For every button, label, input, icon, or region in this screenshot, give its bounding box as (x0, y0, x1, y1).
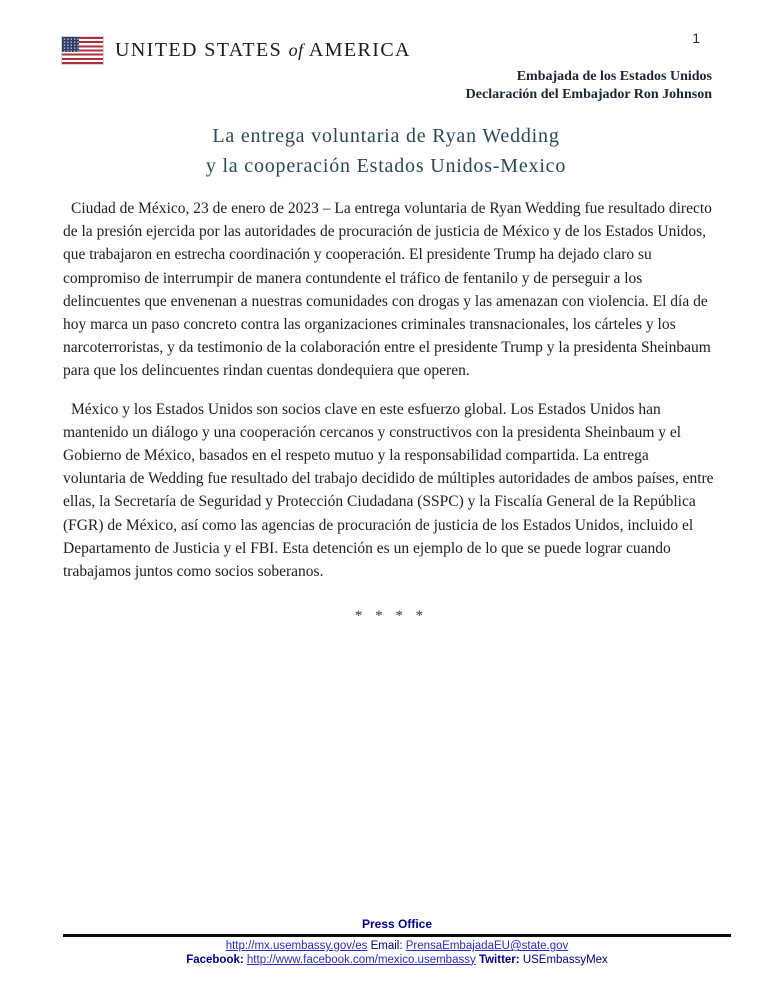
footer-rule (63, 934, 731, 937)
title-line-2: y la cooperación Estados Unidos-Mexico (205, 155, 567, 177)
email-label: Email: (370, 940, 403, 952)
page-number: 1 (692, 30, 700, 46)
masthead (62, 37, 411, 64)
statement-byline: Declaración del Embajador Ron Johnson (465, 86, 712, 102)
embassy-name: Embajada de los Estados Unidos (516, 69, 712, 84)
flag-canton (62, 37, 79, 52)
page-footer (63, 917, 731, 967)
brand-america: AMERICA (308, 39, 411, 61)
paragraph-1: Ciudad de México, 23 de enero de 2023 – La entrega voluntaria de Ryan Wedding fue resultado directo de la presión ejercida por las autoridades de procuración de justicia de México y de los Estados Unidos, que trabajaron en estrecha coordinación y cooperación. El presidente Trump ha dejado claro su compromiso de interrumpir de manera contundente el tráfico de fentanilo y de perseguir a los delincuentes que envenenan a nuestras comunidades con drogas y las amenazan con violencia. El día de hoy marca un paso concreto contra las organizaciones criminales transnacionales, los cárteles y los narcoterroristas, y da testimonio de la colaboración entre el presidente Trump y la presidenta Sheinbaum para que los delincuentes rindan cuentas dondequiera que operen. (63, 200, 712, 380)
footer-social-line (63, 954, 731, 968)
twitter-handle: USEmbassyMex (522, 953, 608, 966)
us-flag-icon (62, 37, 103, 64)
brand-united: UNITED STATES (115, 39, 283, 61)
twitter-label: Twitter: (478, 953, 520, 966)
brand-of: of (288, 40, 304, 60)
embassy-website-link[interactable]: http://mx.usembassy.gov/es (225, 940, 368, 952)
title-line-1: La entrega voluntaria de Ryan Wedding (212, 125, 560, 147)
document-title (0, 121, 772, 181)
footer-contact-line (63, 940, 731, 954)
asterisk-separator: * * * * (354, 608, 424, 625)
facebook-label: Facebook: (186, 953, 244, 966)
document-body (63, 197, 715, 628)
press-email-link[interactable]: PrensaEmbajadaEU@state.gov (405, 940, 569, 952)
facebook-link[interactable]: http://www.facebook.com/mexico.usembassy (246, 953, 476, 966)
brand-wordmark (115, 39, 411, 62)
press-office-label: Press Office (361, 917, 433, 931)
paragraph-2: México y los Estados Unidos son socios clave en este esfuerzo global. Los Estados Unidos han mantenido un diálogo y una cooperación cercanos y constructivos con la presidenta Sheinbaum y el Gobierno de México, basados en el respeto mutuo y la responsabilidad compartida. La entrega voluntaria de Wedding fue resultado del trabajo decidido de múltiples autoridades de ambos países, entre ellas, la Secretaría de Seguridad y Protección Ciudadana (SSPC) y la Fiscalía General de la República (FGR) de México, así como las agencias de procuración de justicia de los Estados Unidos, incluido el Departamento de Justicia y el FBI. Esta detención es un ejemplo de lo que se puede lograr cuando trabajamos juntos como socios soberanos. (63, 400, 714, 581)
letterhead-right (466, 68, 712, 103)
